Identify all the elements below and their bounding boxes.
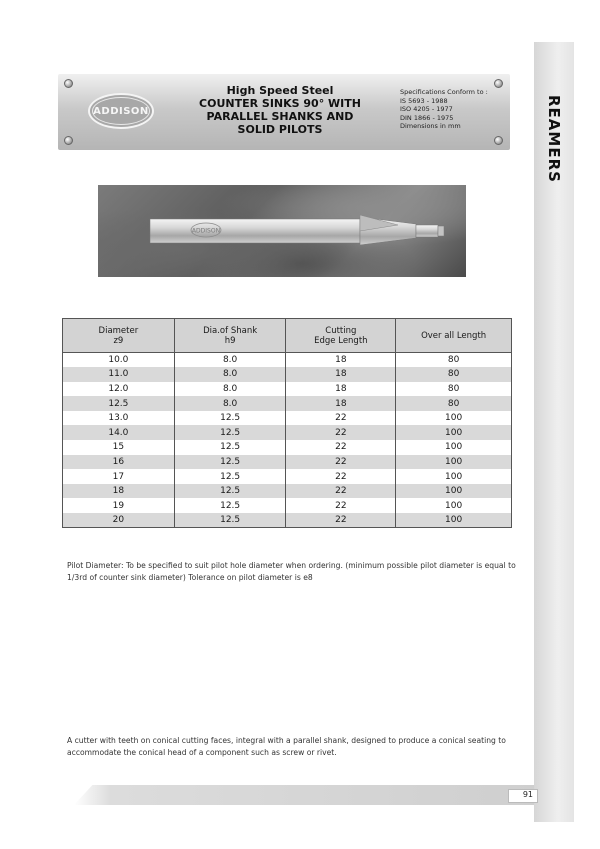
screw-icon xyxy=(494,79,503,88)
table-row: 18 12.5 22 100 xyxy=(63,484,512,499)
tool-engraving: ADDISON xyxy=(191,227,221,235)
table-row: 16 12.5 22 100 xyxy=(63,455,512,470)
spec-line: ISO 4205 - 1977 xyxy=(400,105,453,113)
pilot-diameter-note: Pilot Diameter: To be specified to suit pilot hole diameter when ordering. (minimum possible pilot diameter is equal to 1/3rd of counter sink diameter) Tolerance on pilot diameter is e8 xyxy=(67,561,516,582)
table-row: 12.0 8.0 18 80 xyxy=(63,382,512,397)
product-photo xyxy=(98,185,466,277)
table-row: 12.5 8.0 18 80 xyxy=(63,396,512,411)
spec-line: DIN 1866 - 1975 xyxy=(400,113,454,122)
table-row: 17 12.5 22 100 xyxy=(63,469,512,484)
title-line: SOLID PILOTS xyxy=(237,123,323,136)
spec-line: Specifications Conform to : xyxy=(400,88,488,96)
page-number: 91 xyxy=(508,789,538,803)
section-label: REAMERS xyxy=(545,95,563,183)
table-header-row xyxy=(63,319,512,353)
spec-line: Dimensions in mm xyxy=(400,122,461,130)
table-row: 10.0 8.0 18 80 xyxy=(63,353,512,368)
footer-bar xyxy=(74,785,534,805)
title-line: COUNTER SINKS 90° WITH xyxy=(199,97,361,110)
product-title xyxy=(170,84,390,136)
table-row: 20 12.5 22 100 xyxy=(63,513,512,528)
column-header-shank: Dia.of Shank h9 xyxy=(174,319,286,353)
brand-logo-text: ADDISON xyxy=(92,97,150,125)
dimensions-table xyxy=(62,318,512,528)
column-header-overall-length: Over all Length xyxy=(396,319,512,353)
table-row: 14.0 12.5 22 100 xyxy=(63,425,512,440)
product-description: A cutter with teeth on conical cutting faces, integral with a parallel shank, designed to produce a conical seating to accommodate the conical head of a component such as screw or rivet. xyxy=(67,736,506,757)
title-line: PARALLEL SHANKS AND xyxy=(206,110,354,123)
screw-icon xyxy=(494,136,503,145)
brand-logo xyxy=(88,93,154,129)
table-row: 15 12.5 22 100 xyxy=(63,440,512,455)
table-row: 11.0 8.0 18 80 xyxy=(63,367,512,382)
column-header-diameter: Diameter z9 xyxy=(63,319,175,353)
table-row: 13.0 12.5 22 100 xyxy=(63,411,512,426)
title-line: High Speed Steel xyxy=(226,84,334,97)
column-header-cutting-length: Cutting Edge Length xyxy=(286,319,396,353)
table-row: 19 12.5 22 100 xyxy=(63,498,512,513)
screw-icon xyxy=(64,79,73,88)
spec-block xyxy=(400,88,500,131)
countersink-tool-image xyxy=(98,185,466,277)
screw-icon xyxy=(64,136,73,145)
spec-line: IS 5693 - 1988 xyxy=(400,96,448,105)
